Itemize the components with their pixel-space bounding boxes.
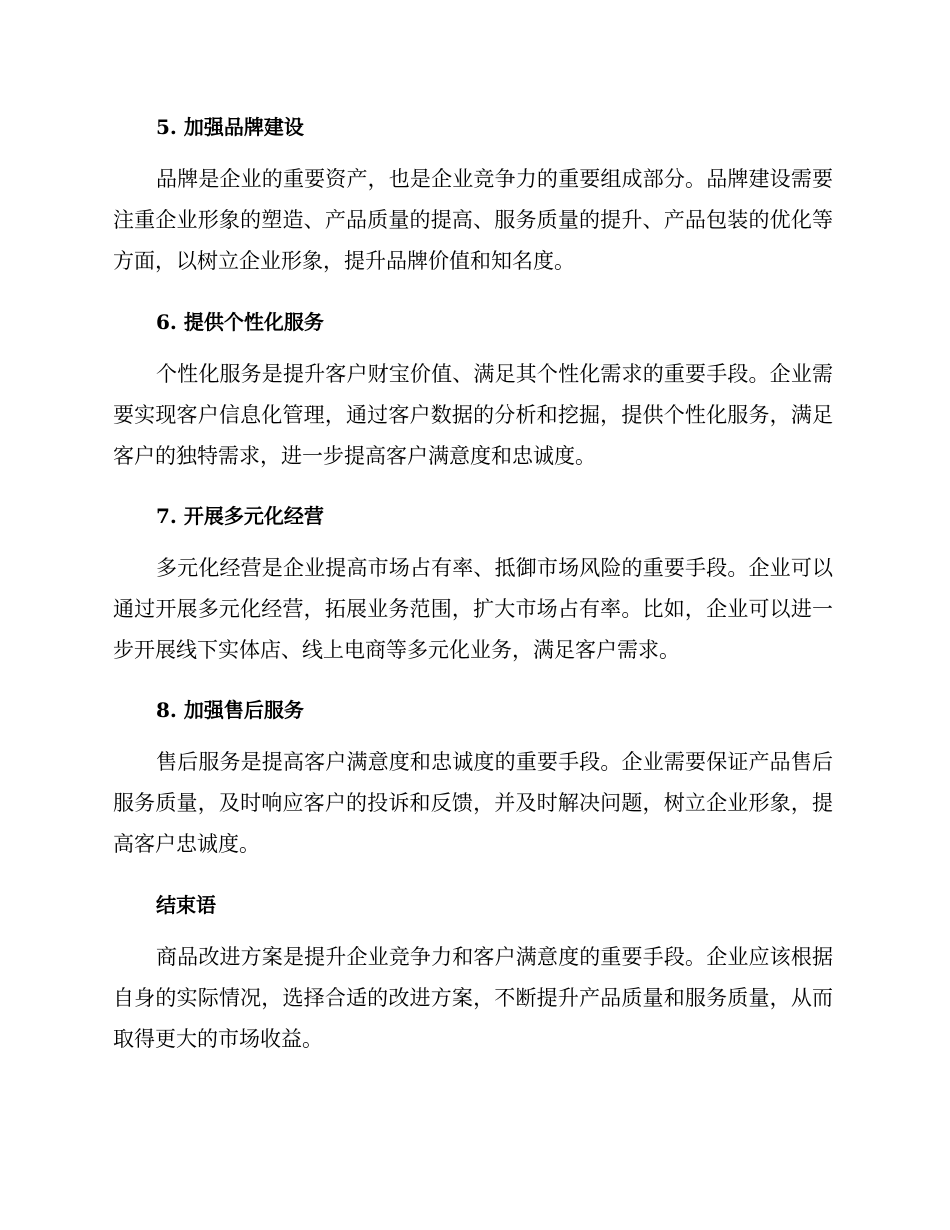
section-heading: 结束语: [156, 893, 216, 917]
section-brand-building: [113, 115, 833, 282]
paragraph-line: 售后服务是提高客户满意度和忠诚度的重要手段。企业需要保证产品售: [156, 750, 812, 774]
paragraph-line: 需要实现客户信息化管理，通过客户数据的分析和挖掘，提供个性化服务，: [113, 362, 833, 427]
section-paragraph: [113, 742, 833, 865]
section-personalized-service: [113, 310, 833, 477]
paragraph-line: 从而取得更大的市场收益。: [113, 986, 834, 1051]
section-paragraph: [113, 354, 833, 477]
paragraph-line: 象，提高客户忠诚度。: [113, 791, 834, 856]
section-heading: 8. 加强售后服务: [156, 698, 304, 722]
paragraph-line: 商品改进方案是提升企业竞争力和客户满意度的重要手段。企业应该根: [156, 945, 812, 969]
paragraph-line: 进一步开展线下实体店、线上电商等多元化业务，满足客户需求。: [113, 597, 834, 662]
paragraph-line: 满足客户的独特需求，进一步提高客户满意度和忠诚度。: [113, 403, 834, 468]
section-paragraph: [113, 159, 833, 282]
section-paragraph: [113, 937, 833, 1060]
paragraph-line: 个性化服务是提升客户财宝价值、满足其个性化需求的重要手段。企业: [156, 362, 812, 386]
section-heading: 6. 提供个性化服务: [156, 310, 324, 334]
paragraph-line: 要注重企业形象的塑造、产品质量的提高、服务质量的提升、产品包装的优: [113, 167, 833, 232]
section-diversified-operation: [113, 504, 833, 671]
paragraph-line: 以通过开展多元化经营，拓展业务范围，扩大市场占有率。比如，企业可以: [113, 556, 833, 621]
section-after-sales-service: [113, 698, 833, 865]
section-conclusion: [113, 893, 833, 1060]
section-heading: 5. 加强品牌建设: [156, 115, 304, 139]
section-paragraph: [113, 548, 833, 671]
paragraph-line: 化等方面，以树立企业形象，提升品牌价值和知名度。: [113, 208, 834, 273]
paragraph-line: 后服务质量，及时响应客户的投诉和反馈，并及时解决问题，树立企业形: [113, 750, 833, 815]
paragraph-line: 品牌是企业的重要资产，也是企业竞争力的重要组成部分。品牌建设需: [156, 167, 812, 191]
paragraph-line: 据自身的实际情况，选择合适的改进方案，不断提升产品质量和服务质量，: [113, 945, 833, 1010]
paragraph-line: 多元化经营是企业提高市场占有率、抵御市场风险的重要手段。企业可: [156, 556, 812, 580]
section-heading: 7. 开展多元化经营: [156, 504, 324, 528]
